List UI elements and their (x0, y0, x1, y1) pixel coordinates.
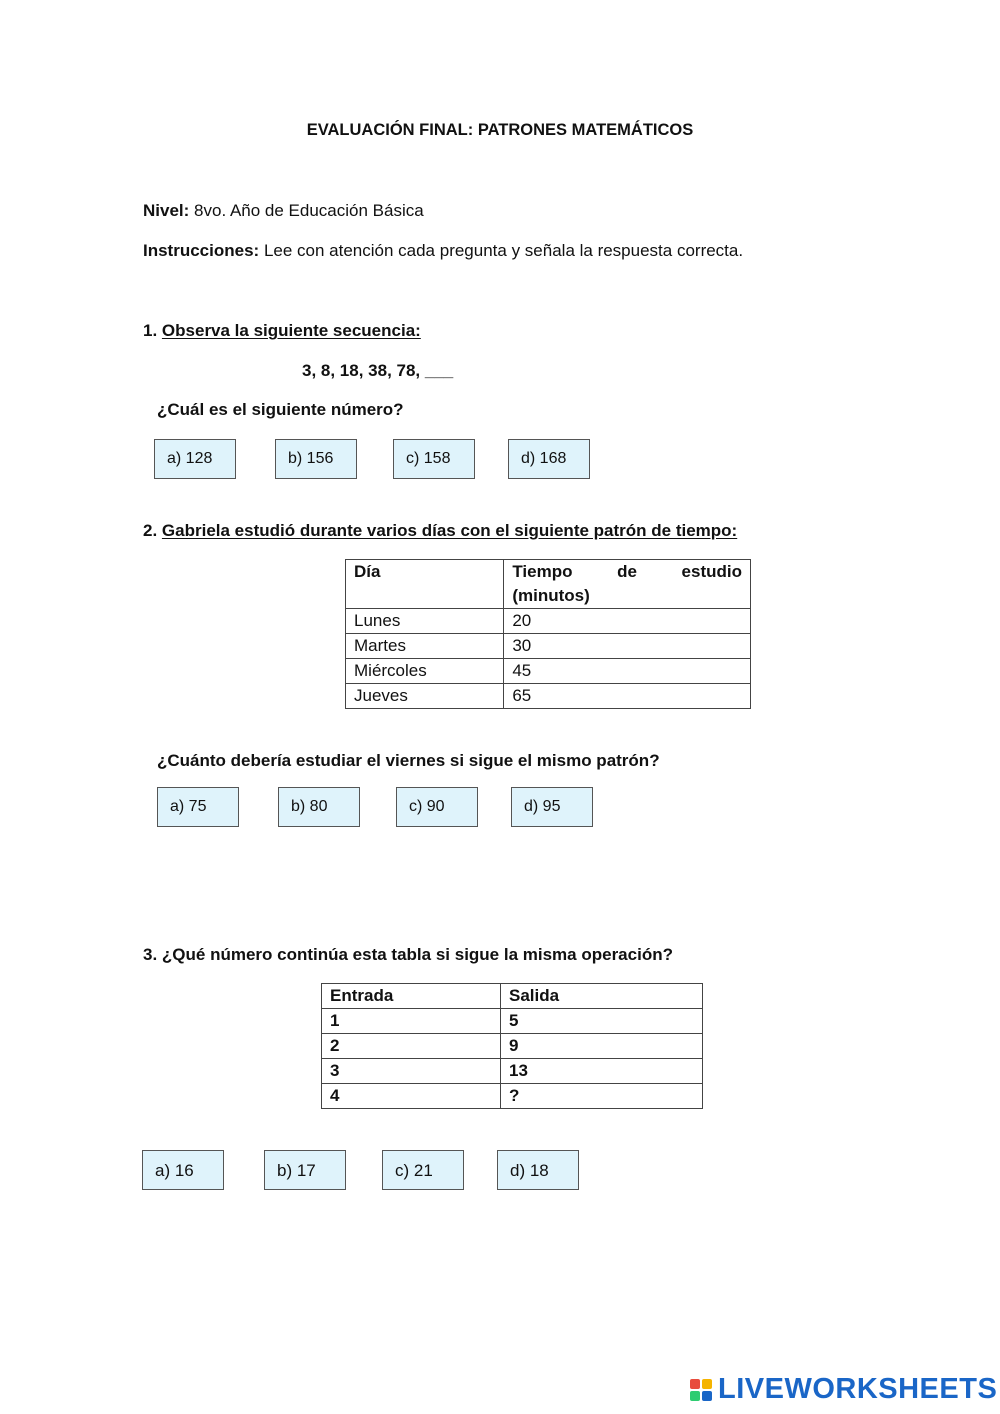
table-cell: 2 (322, 1034, 501, 1059)
table-header-cell: Entrada (322, 984, 501, 1009)
table-cell: 3 (322, 1059, 501, 1084)
q2-question: ¿Cuánto debería estudiar el viernes si sigue el mismo patrón? (157, 751, 660, 770)
table-row (346, 659, 751, 684)
q1-sequence: 3, 8, 18, 38, 78, ___ (302, 361, 454, 380)
table-cell: Miércoles (346, 659, 504, 684)
table-header-cell (504, 560, 751, 609)
table-row (322, 1059, 703, 1084)
table-header-cell: Salida (501, 984, 703, 1009)
table-cell: 30 (504, 634, 751, 659)
table-cell: Martes (346, 634, 504, 659)
table-header-row (346, 560, 751, 609)
table-cell: 65 (504, 684, 751, 709)
study-time-table (345, 559, 751, 709)
table-row (346, 609, 751, 634)
page-title: EVALUACIÓN FINAL: PATRONES MATEMÁTICOS (306, 121, 694, 139)
q1-option-c[interactable]: c) 158 (393, 439, 475, 479)
instructions-line (143, 241, 743, 261)
table-row (322, 1009, 703, 1034)
logo-square (702, 1391, 712, 1401)
logo-square (702, 1379, 712, 1389)
table-header-cell: Día (346, 560, 504, 609)
level-value: 8vo. Año de Educación Básica (194, 201, 424, 220)
table-cell: 1 (322, 1009, 501, 1034)
level-label: Nivel: (143, 201, 190, 220)
q1-heading-text: Observa la siguiente secuencia: (161, 321, 421, 340)
q3-heading: 3. ¿Qué número continúa esta tabla si sigue la misma operación? (143, 945, 673, 964)
q1-question: ¿Cuál es el siguiente número? (157, 400, 404, 419)
q1-number: 1. (143, 321, 158, 340)
logo-mark-icon (690, 1379, 712, 1401)
q2-option-b[interactable]: b) 80 (278, 787, 360, 827)
liveworksheets-logo (690, 1373, 997, 1406)
table-cell: 9 (501, 1034, 703, 1059)
q2-number: 2. (143, 521, 158, 540)
q2-heading (143, 521, 737, 541)
q1-heading (143, 321, 421, 341)
q2-option-c[interactable]: c) 90 (396, 787, 478, 827)
table-row (346, 634, 751, 659)
table-cell: 4 (322, 1084, 501, 1109)
table-header-row (322, 984, 703, 1009)
table-row (346, 684, 751, 709)
logo-square (690, 1391, 700, 1401)
table-cell: 20 (504, 609, 751, 634)
table-cell: Lunes (346, 609, 504, 634)
table-cell: Jueves (346, 684, 504, 709)
table-row (322, 1034, 703, 1059)
table-cell: ? (501, 1084, 703, 1109)
q2-option-a[interactable]: a) 75 (157, 787, 239, 827)
level-line (143, 201, 424, 221)
q2-heading-text: Gabriela estudió durante varios días con el siguiente patrón de tiempo: (161, 521, 738, 540)
q3-option-b[interactable]: b) 17 (264, 1150, 346, 1190)
table-header-cell-text: Tiempo de estudio (minutos) (512, 562, 742, 605)
q1-option-a[interactable]: a) 128 (154, 439, 236, 479)
q1-option-b[interactable]: b) 156 (275, 439, 357, 479)
q2-option-d[interactable]: d) 95 (511, 787, 593, 827)
instructions-label: Instrucciones: (143, 241, 260, 260)
logo-text: LIVEWORKSHEETS (718, 1373, 998, 1405)
table-row (322, 1084, 703, 1109)
q1-option-d[interactable]: d) 168 (508, 439, 590, 479)
input-output-table (321, 983, 703, 1109)
table-cell: 13 (501, 1059, 703, 1084)
table-cell: 45 (504, 659, 751, 684)
q3-option-d[interactable]: d) 18 (497, 1150, 579, 1190)
logo-square (690, 1379, 700, 1389)
q3-option-c[interactable]: c) 21 (382, 1150, 464, 1190)
instructions-value: Lee con atención cada pregunta y señala la respuesta correcta. (263, 241, 744, 260)
q3-option-a[interactable]: a) 16 (142, 1150, 224, 1190)
table-cell: 5 (501, 1009, 703, 1034)
